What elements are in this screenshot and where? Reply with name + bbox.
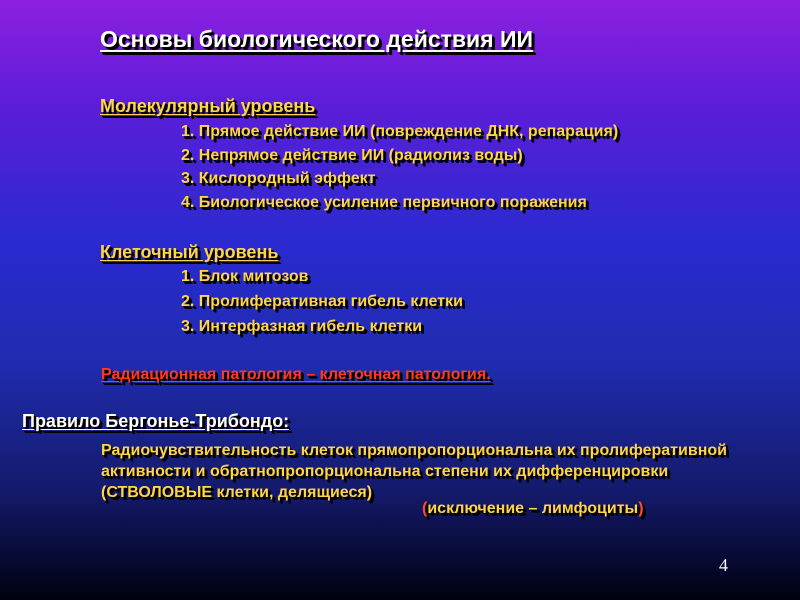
exception-text: исключение – лимфоциты <box>427 500 639 517</box>
pathology-note: Радиационная патология – клеточная патология. <box>101 366 491 383</box>
cellular-item-2: 2. Пролиферативная гибель клетки <box>181 293 463 310</box>
exception-open-paren: ( <box>422 500 428 517</box>
rule-heading: Правило Бергонье-Трибондо: <box>22 411 290 431</box>
slide-title: Основы биологического действия ИИ <box>100 26 534 52</box>
molecular-item-3: 3. Кислородный эффект <box>181 170 376 187</box>
molecular-item-2: 2. Непрямое действие ИИ (радиолиз воды) <box>181 147 523 164</box>
rule-exception <box>422 500 644 518</box>
cellular-item-3: 3. Интерфазная гибель клетки <box>181 318 423 335</box>
rule-text: Радиочувствительность клеток прямопропорциональна их пролиферативной активности и обратнопропорциональна степени их дифференцировки (СТВОЛОВЫЕ клетки, делящиеся) <box>101 442 727 501</box>
molecular-item-4: 4. Биологическое усиление первичного поражения <box>181 194 587 211</box>
molecular-item-1: 1. Прямое действие ИИ (повреждение ДНК, репарация) <box>181 123 619 140</box>
exception-close-paren: ) <box>638 500 644 517</box>
page-number: 4 <box>719 555 728 575</box>
molecular-heading: Молекулярный уровень <box>100 96 316 116</box>
cellular-heading: Клеточный уровень <box>100 242 279 262</box>
cellular-item-1: 1. Блок митозов <box>181 268 309 285</box>
